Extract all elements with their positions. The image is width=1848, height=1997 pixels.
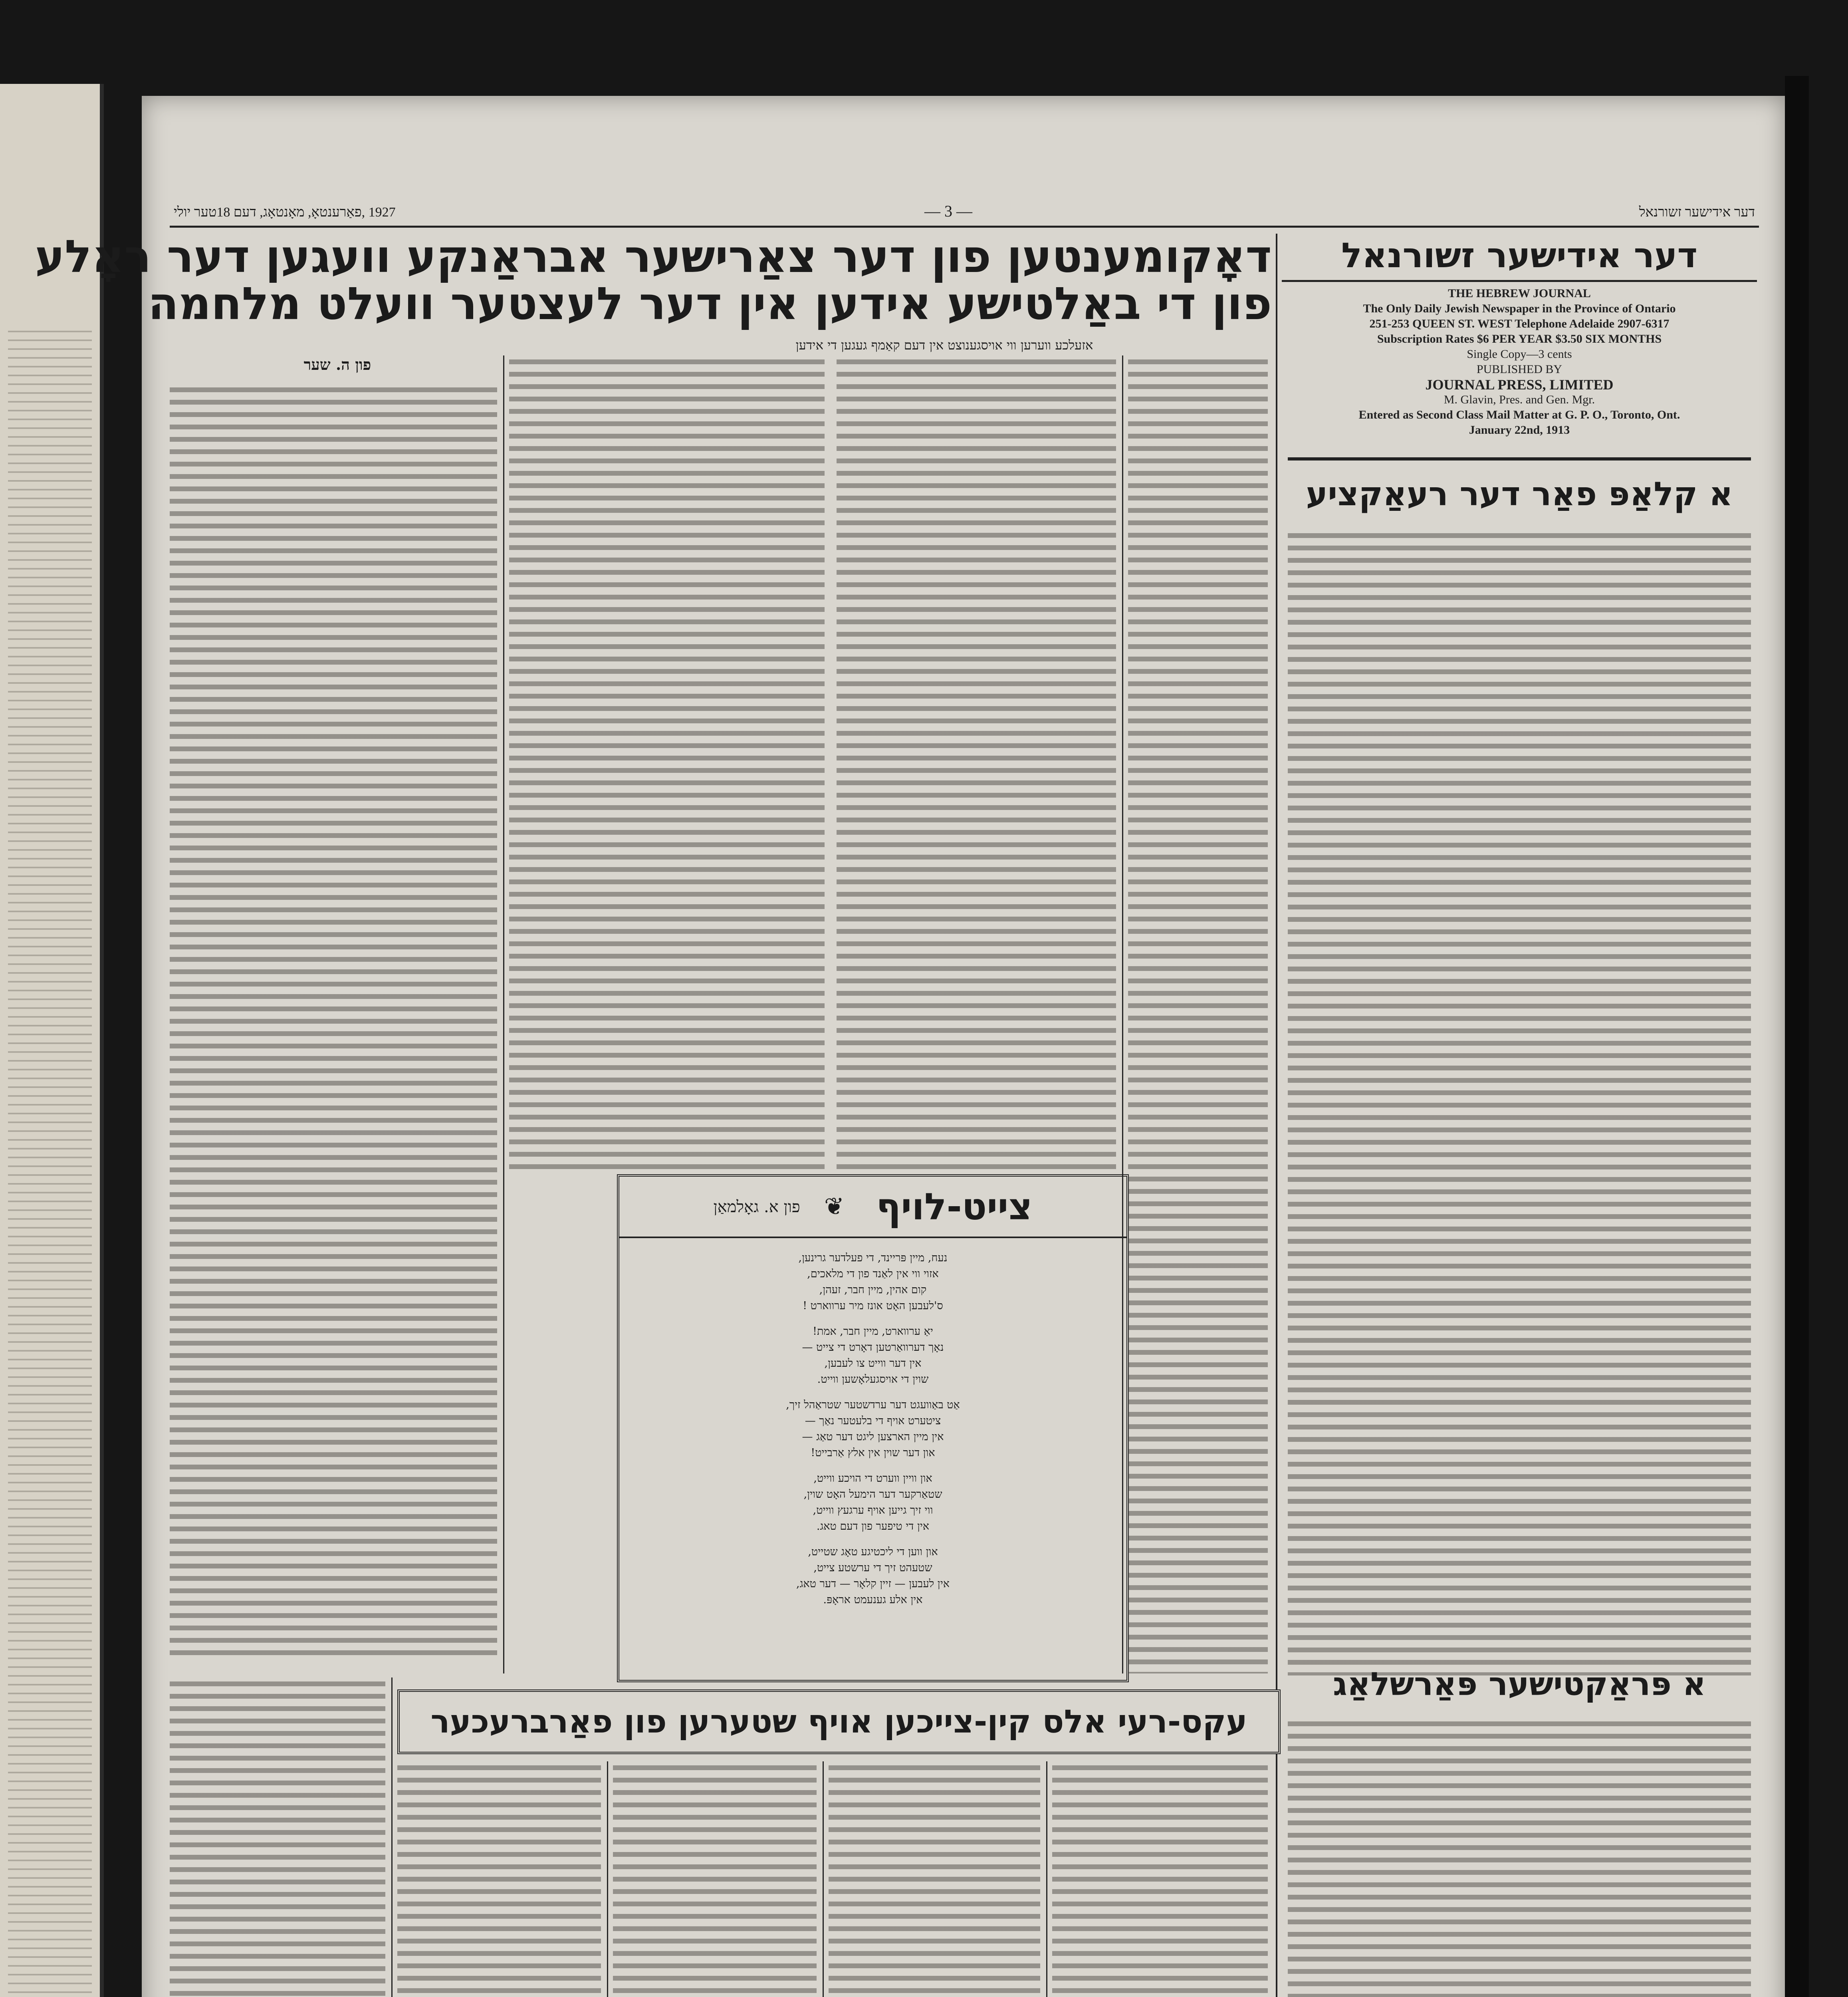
- bottom-column-4-text: [397, 1761, 601, 1997]
- masthead-yiddish-title: דער אידישער זשורנאל: [1341, 236, 1698, 276]
- masthead-rule: [1282, 280, 1757, 282]
- column-divider: [1046, 1761, 1047, 1997]
- running-header: [174, 202, 1755, 226]
- editorial-1-body: [1288, 529, 1751, 1675]
- column-divider: [1122, 355, 1123, 1673]
- poem-line: אין לעבען — זיין קלאָר — דער טאג,: [796, 1578, 950, 1590]
- poem-ornament-icon: ❦: [824, 1193, 845, 1221]
- bottom-headline-box: [397, 1689, 1281, 1754]
- poem-line: אַט באַוועגט דער ערדשטער שטראַהל זיך,: [786, 1399, 960, 1411]
- poem-line: אין מיין הארצען ליגט דער טאַג —: [802, 1431, 944, 1443]
- header-rule: [170, 226, 1759, 228]
- poem-line: שוין די אויסגעלאָשען ווייט.: [817, 1373, 929, 1386]
- left-column-continuation: [170, 1677, 385, 1997]
- poem-line: שטאַרקער דער הימעל האָט שוין,: [803, 1488, 942, 1501]
- poem-line: ס'לעבען האָט אונז מיר ערווארט !: [803, 1300, 943, 1312]
- adjacent-page-text: [8, 324, 92, 1997]
- masthead-line: 251-253 QUEEN ST. WEST Telephone Adelaide 2907-6317: [1369, 317, 1670, 330]
- poem-line: נאָך דערוואַרטען דאָרט די צייט —: [802, 1341, 944, 1354]
- main-column-4: [170, 383, 497, 1662]
- poem-body: [619, 1238, 1126, 1608]
- header-date: 1927 ,פאַרענטאָ, מאָנטאָג, דעם 18טער יולי: [174, 205, 396, 220]
- bottom-column-1-text: [1052, 1761, 1268, 1997]
- poem-stanza: [635, 1471, 1110, 1534]
- masthead-line: Subscription Rates $6 PER YEAR $3.50 SIX MONTHS: [1377, 332, 1662, 345]
- bottom-column-4: [397, 1761, 601, 1997]
- column-divider: [391, 1677, 393, 1997]
- poem-header: [619, 1177, 1126, 1238]
- poem-byline: פון א. גאָלמאַן: [713, 1197, 800, 1216]
- column-divider: [607, 1761, 608, 1997]
- poem-box: [617, 1174, 1129, 1682]
- masthead-line: January 22nd, 1913: [1469, 423, 1570, 437]
- poem-line: און ווען די ליכטיגע טאָג שטייט,: [808, 1546, 938, 1558]
- masthead-english-block: [1282, 286, 1757, 438]
- editorial-2-title: א פּראַקטישער פּאַרשלאַג: [1333, 1665, 1706, 1703]
- editorial-1-title: א קלאַפּ פאַר דער רעאַקציע: [1306, 475, 1733, 513]
- main-column-2: [837, 355, 1116, 1174]
- poem-stanza: [635, 1544, 1110, 1608]
- newspaper-page: [35, 96, 1785, 1997]
- bottom-column-2: [829, 1761, 1040, 1997]
- masthead-line: THE HEBREW JOURNAL: [1448, 287, 1591, 300]
- main-subhead: אזעלכע ווערען ווי אויסגענוצט אין דעם קאַמף געגען די אידען: [795, 337, 1093, 353]
- main-column-2-text: [837, 355, 1116, 1174]
- main-column-3: [509, 355, 825, 1174]
- masthead-line: Single Copy—3 cents: [1467, 347, 1572, 361]
- poem-line: אין דער ווייט צו לעבען,: [824, 1357, 922, 1370]
- poem-line: ציטערט אויף די בלעטער נאַך —: [805, 1415, 941, 1427]
- scan-border: [1785, 76, 1809, 1997]
- editorial-1-text: [1288, 529, 1751, 1675]
- masthead-line: The Only Daily Jewish Newspaper in the Province of Ontario: [1363, 302, 1676, 315]
- poem-stanza: [635, 1250, 1110, 1314]
- masthead-line: JOURNAL PRESS, LIMITED: [1425, 377, 1614, 393]
- bottom-headline: עקס-רעי אלס קין-צייכען אויף שטערען פון פאַרברעכער: [430, 1703, 1247, 1740]
- poem-title: צייט-לויף: [876, 1185, 1033, 1228]
- column-divider: [823, 1761, 824, 1997]
- main-column-3-text: [509, 355, 825, 1174]
- poem-line: און דער שוין אין אלץ אַרבייט!: [811, 1447, 935, 1459]
- poem-line: שטעהט זיך די ערשטע צייט,: [813, 1562, 932, 1574]
- main-headline-line1: דאָקומענטען פון דער צאַרישער אבראַנקע וועגען דער ראָלע: [35, 231, 1272, 283]
- poem-line: אזוי ווי אין לאַנד פון די מלאכים,: [807, 1268, 939, 1280]
- masthead: [1282, 234, 1757, 573]
- adjacent-page-edge: [0, 84, 104, 1997]
- poem-line: נעח, מיין פּריינד, די פעלדער גרינען,: [798, 1252, 948, 1264]
- header-paper-name: דער אידישער זשורנאל: [1639, 205, 1755, 220]
- poem-line: ווי זיך גייען אויף ערגעץ ווייט,: [813, 1504, 933, 1517]
- editorial-2-body: [1288, 1717, 1751, 1997]
- masthead-line: PUBLISHED BY: [1476, 363, 1562, 376]
- column-divider: [503, 355, 504, 1673]
- poem-line: יאַ ערווארט, מיין חבר, אמת!: [813, 1325, 933, 1338]
- poem-line: אין די טיפער פון דעם טאג.: [816, 1520, 930, 1532]
- main-column-1: [1128, 355, 1268, 1673]
- poem-stanza: [635, 1324, 1110, 1388]
- masthead-line: Entered as Second Class Mail Matter at G. P. O., Toronto, Ont.: [1358, 408, 1680, 421]
- bottom-column-2-text: [829, 1761, 1040, 1997]
- masthead-bottom-rule: [1288, 457, 1751, 461]
- poem-line: קום אהין, מיין חבר, זעהן,: [819, 1284, 927, 1296]
- bottom-column-3: [613, 1761, 817, 1997]
- masthead-line: M. Glavin, Pres. and Gen. Mgr.: [1444, 393, 1595, 406]
- main-headline-line2: פון די באַלטישע אידען אין דער לעצטער וועלט מלחמה: [148, 278, 1272, 330]
- poem-line: און וויין ווערט די הויכע ווייט,: [813, 1472, 932, 1485]
- editorial-2-text: [1288, 1717, 1751, 1997]
- main-headline: [35, 231, 1272, 330]
- main-column-1-text: [1128, 355, 1268, 1673]
- bottom-column-3-text: [613, 1761, 817, 1997]
- bottom-column-1: [1052, 1761, 1268, 1997]
- page-number: — 3 —: [924, 202, 972, 220]
- main-column-4-text: [170, 383, 497, 1662]
- main-byline: פון ה. שער: [303, 355, 371, 373]
- poem-line: אין אלע גענעמט אראָפּ.: [823, 1594, 923, 1606]
- poem-stanza: [635, 1397, 1110, 1461]
- left-column-continuation-text: [170, 1677, 385, 1997]
